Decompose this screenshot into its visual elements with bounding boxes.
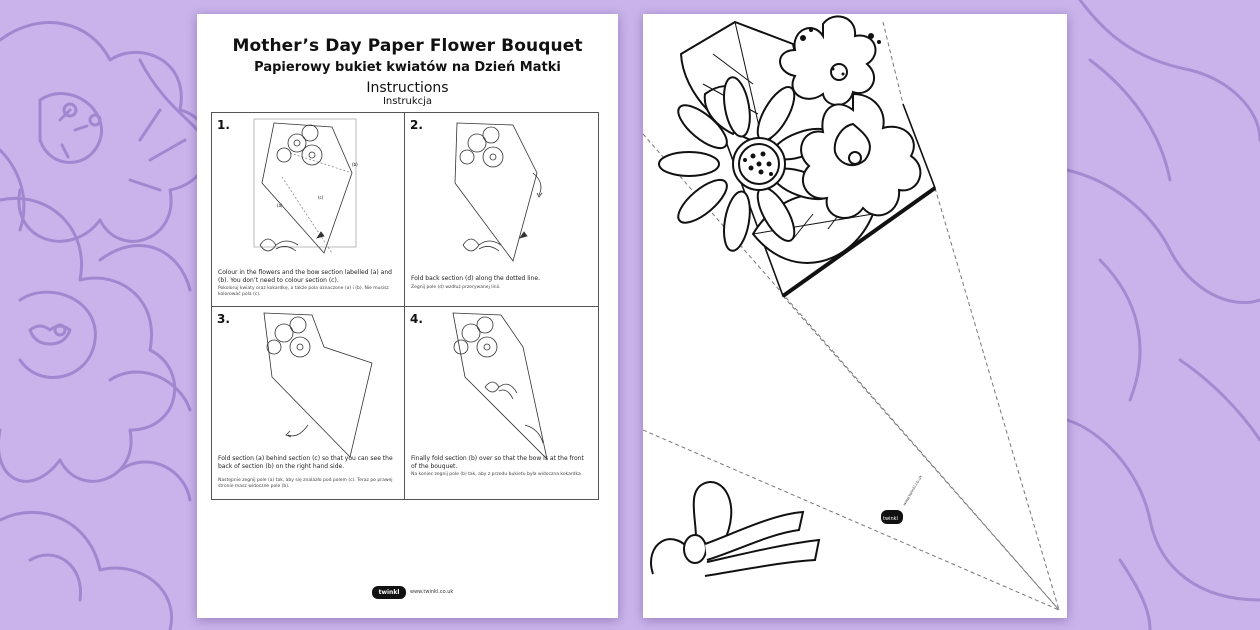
step-3-illustration: [212, 307, 404, 500]
label-b: (b): [352, 162, 358, 167]
step-text-polish: Pokoloruj kwiaty oraz kokardkę, a także pola oznaczone (a) i (b). Nie musisz kolorować pola (c).: [218, 286, 389, 297]
step-text: Colour in the flowers and the bow section labelled (a) and (b). You don’t need to colour section (c).: [218, 269, 392, 284]
label-c: (c): [318, 195, 324, 200]
bouquet-template-illustration: [643, 14, 1067, 618]
instructions-sheet: [197, 14, 618, 618]
step-1: [212, 113, 404, 306]
template-url: www.twinkl.co.uk: [901, 474, 924, 507]
steps-grid: [211, 112, 599, 500]
step-number: 3.: [217, 312, 230, 326]
template-brand: twinkl: [883, 516, 898, 522]
footer-url: www.twinkl.co.uk: [410, 589, 454, 595]
template-brand-mark: [881, 473, 924, 524]
worksheet-title-polish: Papierowy bukiet kwiatów na Dzień Matki: [254, 60, 561, 75]
step-number: 2.: [410, 118, 423, 132]
step-text: Fold section (a) behind section (c) so that you can see the back of section (b) on the right hand side.: [218, 455, 393, 470]
step-text-polish: Na koniec zegnij pole (b) tak, aby z przodu bukietu była widoczna kokardka.: [411, 472, 583, 477]
step-text-polish: Zegnij pole (d) wzdłuż przerywanej linii.: [411, 285, 501, 290]
twinkl-logo: twinkl: [372, 586, 406, 599]
step-text-polish: Następnie zegnij pole (a) tak, aby się znalazło pod polem (c). Teraz po prawej stronie masz widoczne pole (b).: [218, 478, 393, 489]
label-a: (a): [277, 203, 283, 208]
step-2: [405, 113, 597, 306]
bouquet-template-sheet: [643, 14, 1067, 618]
step-3: [212, 307, 404, 500]
instructions-heading-polish: Instrukcja: [382, 96, 433, 107]
worksheet-title: Mother’s Day Paper Flower Bouquet: [232, 36, 583, 56]
instructions-heading: Instructions: [366, 80, 449, 96]
step-text: Fold back section (d) along the dotted line.: [411, 275, 540, 282]
step-4: [405, 307, 597, 500]
step-text: Finally fold section (b) over so that the bow is at the front of the bouquet.: [411, 455, 584, 470]
step-number: 1.: [217, 118, 230, 132]
step-number: 4.: [410, 312, 423, 326]
bow-cutout: [651, 482, 819, 576]
